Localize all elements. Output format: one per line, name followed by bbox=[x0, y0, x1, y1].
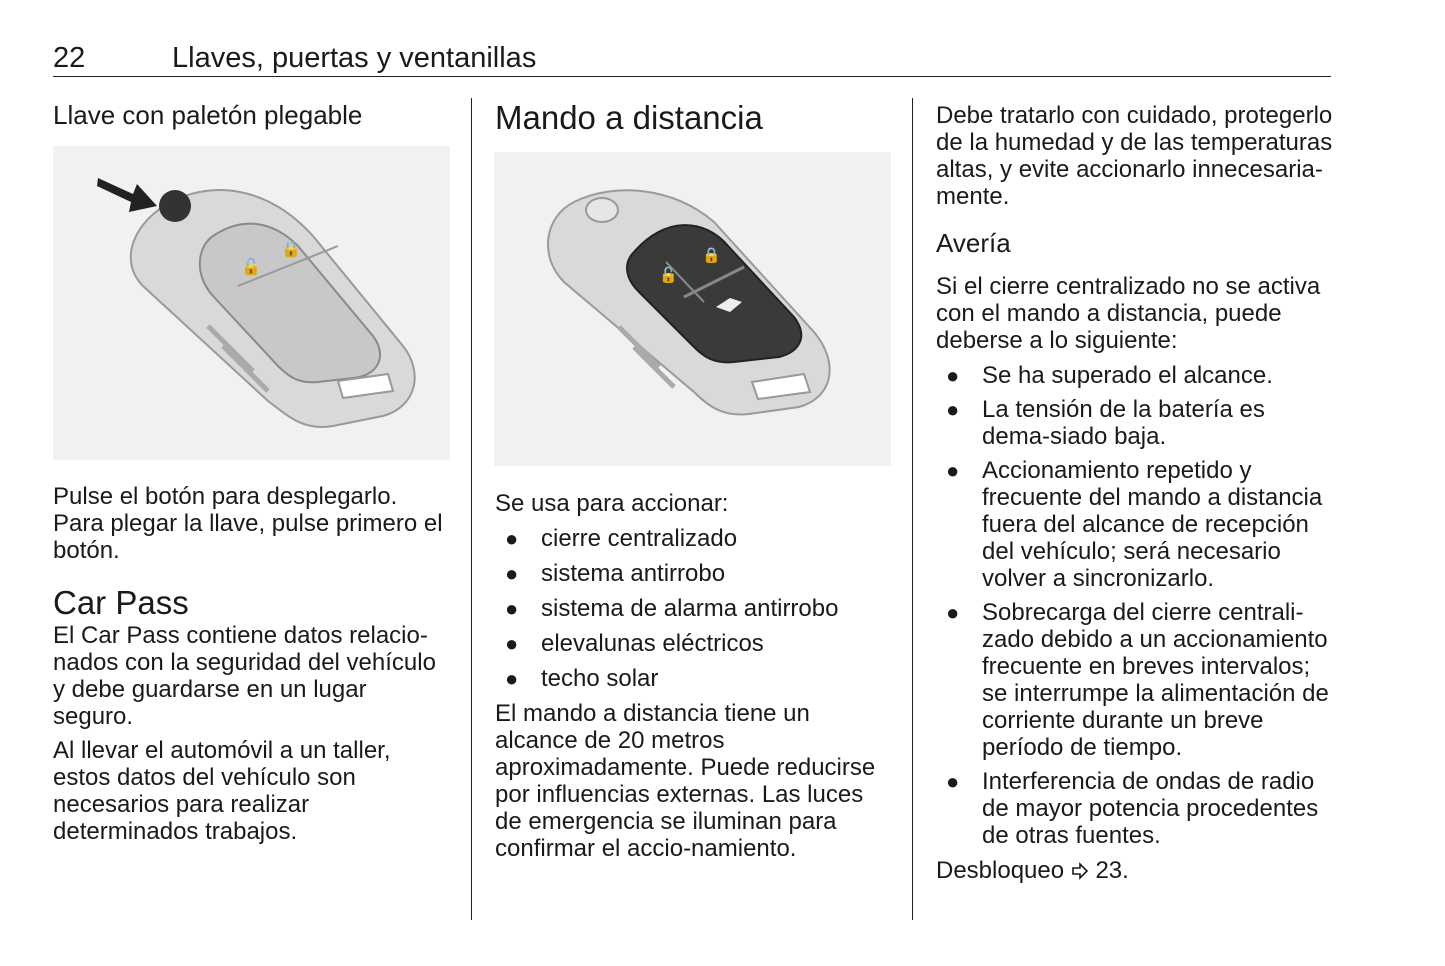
fold-instructions: Pulse el botón para desplegarlo. Para plegar la llave, pulse primero el botón. bbox=[53, 483, 443, 564]
fault-title: Avería bbox=[936, 228, 1011, 258]
fault-list bbox=[936, 362, 1336, 849]
range-paragraph: El mando a distancia tiene un alcance de 20 metros aproximadamente. Puede reducirse por influencias externas. Las luces de emergencia se iluminan para confirmar el accio-namiento. bbox=[495, 700, 876, 862]
bullet-dot: ● bbox=[946, 363, 960, 388]
list-item: ● Sobrecarga del cierre centrali-zado debido a un accionamiento frecuente en breves intervalos; se interrumpe la alimentación de corriente durante un breve período de tiempo. bbox=[946, 599, 1329, 761]
uses-intro: Se usa para accionar: bbox=[495, 490, 729, 517]
bullet-dot: ● bbox=[505, 526, 519, 551]
crossref-label[interactable]: Desbloqueo bbox=[936, 857, 1065, 884]
folding-key-illustration bbox=[53, 146, 450, 460]
care-paragraph: Debe tratarlo con cuidado, protegerlo de la humedad y de las temperaturas altas, y evite accionarlo innecesaria-mente. bbox=[936, 102, 1333, 210]
bullet-dot: ● bbox=[946, 397, 960, 422]
list-item: ● elevalunas eléctricos bbox=[505, 630, 764, 657]
list-item: ● La tensión de la batería es dema-siado baja. bbox=[946, 396, 1265, 450]
list-item: ● Se ha superado el alcance. bbox=[946, 362, 1273, 389]
uses-list bbox=[495, 525, 895, 692]
chapter-title: Llaves, puertas y ventanillas bbox=[172, 42, 537, 74]
page-header bbox=[53, 40, 1331, 77]
remote-control-title: Mando a distancia bbox=[495, 99, 763, 136]
car-pass-paragraph-1: El Car Pass contiene datos relacio-nados con la seguridad del vehículo y debe guardarse en un lugar seguro. bbox=[53, 622, 436, 730]
list-item: ● techo solar bbox=[505, 665, 659, 692]
svg-text:🔓: 🔓 bbox=[241, 257, 261, 276]
bullet-dot: ● bbox=[946, 458, 960, 483]
svg-text:🔓: 🔓 bbox=[659, 266, 678, 284]
bullet-dot: ● bbox=[946, 769, 960, 794]
list-item: ● cierre centralizado bbox=[505, 525, 738, 552]
crossref-page[interactable]: 23. bbox=[1095, 857, 1129, 884]
bullet-dot: ● bbox=[505, 561, 519, 586]
section-title-folding-key: Llave con paletón plegable bbox=[53, 100, 363, 130]
bullet-dot: ● bbox=[505, 596, 519, 621]
list-item: ● Interferencia de ondas de radio de mayor potencia procedentes de otras fuentes. bbox=[946, 768, 1319, 849]
column-1 bbox=[53, 100, 453, 130]
bullet-dot: ● bbox=[946, 600, 960, 625]
bullet-dot: ● bbox=[505, 666, 519, 691]
svg-text:🔒: 🔒 bbox=[702, 246, 721, 264]
fault-intro: Si el cierre centralizado no se activa con el mando a distancia, puede deberse a lo siguiente: bbox=[936, 273, 1321, 354]
remote-control-illustration bbox=[494, 152, 891, 466]
car-pass-title: Car Pass bbox=[53, 584, 189, 621]
bullet-dot: ● bbox=[505, 631, 519, 656]
page-number: 22 bbox=[53, 42, 86, 74]
arrow-right-outline-icon bbox=[1071, 862, 1089, 880]
release-button bbox=[159, 190, 191, 222]
list-item: ● sistema antirrobo bbox=[505, 560, 726, 587]
column-divider-1 bbox=[471, 98, 472, 920]
list-item: ● Accionamiento repetido y frecuente del mando a distancia fuera del alcance de recepción del vehículo; será necesario volver a sincronizarlo. bbox=[946, 457, 1323, 592]
column-divider-2 bbox=[912, 98, 913, 920]
crossref-line bbox=[936, 857, 1336, 884]
list-item: ● sistema de alarma antirrobo bbox=[505, 595, 839, 622]
svg-text:🔒: 🔒 bbox=[281, 239, 301, 258]
pointer-arrow-icon bbox=[97, 178, 157, 212]
car-pass-paragraph-2: Al llevar el automóvil a un taller, estos datos del vehículo son necesarios para realizar determinados trabajos. bbox=[53, 737, 391, 845]
